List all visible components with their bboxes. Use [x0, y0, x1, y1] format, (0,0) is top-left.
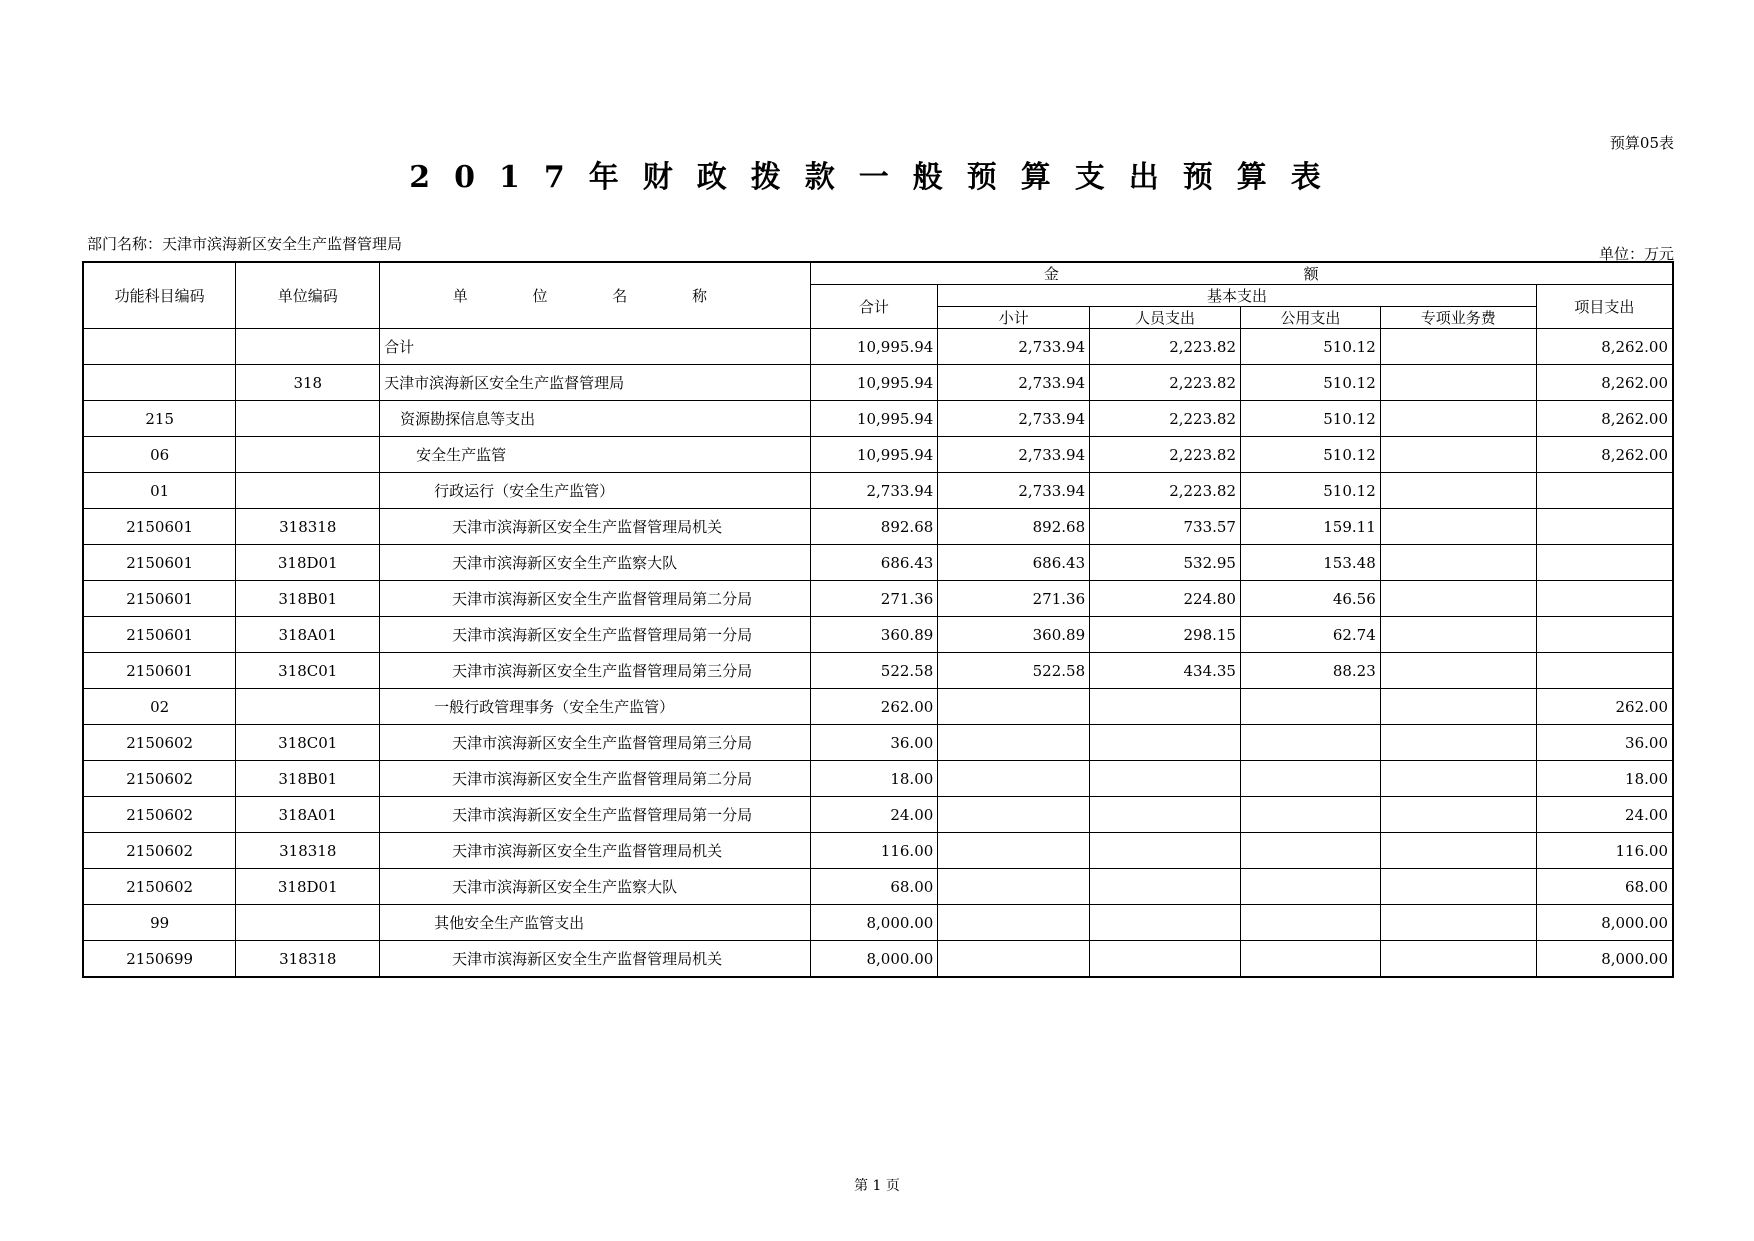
cell-project: 8,262.00 [1536, 401, 1673, 437]
table-row [83, 437, 1673, 473]
cell-subtotal: 2,733.94 [938, 365, 1090, 401]
department-label: 部门名称：天津市滨海新区安全生产监督管理局 [87, 235, 403, 253]
cell-total: 68.00 [810, 869, 938, 905]
cell-unit-name: 天津市滨海新区安全生产监督管理局第三分局 [380, 653, 810, 689]
cell-special [1380, 653, 1536, 689]
cell-project [1536, 473, 1673, 509]
cell-total: 10,995.94 [810, 437, 938, 473]
cell-func-code: 2150601 [83, 581, 236, 617]
cell-project: 36.00 [1536, 725, 1673, 761]
cell-unit-name: 一般行政管理事务（安全生产监管） [380, 689, 810, 725]
cell-unit-code: 318A01 [236, 617, 380, 653]
cell-project: 8,262.00 [1536, 329, 1673, 365]
cell-func-code: 2150601 [83, 509, 236, 545]
cell-func-code: 2150602 [83, 833, 236, 869]
table-row [83, 509, 1673, 545]
header-row-1 [83, 262, 1673, 285]
header-personnel: 人员支出 [1090, 307, 1241, 329]
cell-personnel: 532.95 [1090, 545, 1241, 581]
header-amount: 金 额 [810, 262, 1673, 285]
cell-unit-code [236, 473, 380, 509]
cell-special [1380, 725, 1536, 761]
cell-unit-code: 318318 [236, 941, 380, 978]
cell-total: 116.00 [810, 833, 938, 869]
cell-special [1380, 329, 1536, 365]
cell-total: 262.00 [810, 689, 938, 725]
cell-subtotal: 892.68 [938, 509, 1090, 545]
cell-unit-code [236, 905, 380, 941]
cell-subtotal: 360.89 [938, 617, 1090, 653]
cell-project [1536, 617, 1673, 653]
cell-special [1380, 689, 1536, 725]
cell-total: 360.89 [810, 617, 938, 653]
header-unit-code: 单位编码 [236, 262, 380, 329]
table-row [83, 725, 1673, 761]
cell-func-code: 2150601 [83, 545, 236, 581]
cell-subtotal [938, 797, 1090, 833]
cell-special [1380, 545, 1536, 581]
cell-func-code: 2150601 [83, 617, 236, 653]
cell-public: 510.12 [1240, 329, 1380, 365]
cell-func-code: 06 [83, 437, 236, 473]
cell-public: 88.23 [1240, 653, 1380, 689]
cell-special [1380, 869, 1536, 905]
cell-unit-name: 天津市滨海新区安全生产监督管理局第一分局 [380, 617, 810, 653]
cell-total: 10,995.94 [810, 401, 938, 437]
cell-project: 8,000.00 [1536, 941, 1673, 978]
table-row [83, 833, 1673, 869]
cell-unit-name: 资源勘探信息等支出 [380, 401, 810, 437]
cell-personnel [1090, 869, 1241, 905]
table-body [83, 329, 1673, 978]
unit-label: 单位：万元 [1598, 245, 1674, 263]
cell-special [1380, 797, 1536, 833]
cell-subtotal: 2,733.94 [938, 401, 1090, 437]
form-number: 预算05表 [1609, 134, 1674, 152]
table-row [83, 941, 1673, 978]
table-row [83, 653, 1673, 689]
cell-special [1380, 761, 1536, 797]
cell-personnel [1090, 725, 1241, 761]
cell-unit-name: 天津市滨海新区安全生产监督管理局机关 [380, 833, 810, 869]
cell-subtotal: 522.58 [938, 653, 1090, 689]
cell-func-code [83, 365, 236, 401]
cell-project: 8,000.00 [1536, 905, 1673, 941]
cell-unit-name: 其他安全生产监管支出 [380, 905, 810, 941]
cell-subtotal: 2,733.94 [938, 473, 1090, 509]
table-row [83, 365, 1673, 401]
cell-unit-name: 天津市滨海新区安全生产监督管理局第二分局 [380, 761, 810, 797]
cell-personnel [1090, 689, 1241, 725]
cell-unit-code [236, 329, 380, 365]
cell-public [1240, 797, 1380, 833]
cell-public [1240, 761, 1380, 797]
cell-unit-name: 行政运行（安全生产监管） [380, 473, 810, 509]
cell-public: 510.12 [1240, 365, 1380, 401]
cell-unit-name: 天津市滨海新区安全生产监察大队 [380, 869, 810, 905]
cell-func-code: 2150602 [83, 797, 236, 833]
cell-total: 8,000.00 [810, 905, 938, 941]
cell-func-code: 01 [83, 473, 236, 509]
cell-public: 46.56 [1240, 581, 1380, 617]
cell-unit-code: 318D01 [236, 545, 380, 581]
cell-func-code: 2150601 [83, 653, 236, 689]
cell-public [1240, 689, 1380, 725]
cell-special [1380, 833, 1536, 869]
cell-func-code: 99 [83, 905, 236, 941]
cell-personnel: 434.35 [1090, 653, 1241, 689]
cell-personnel [1090, 797, 1241, 833]
cell-subtotal: 2,733.94 [938, 437, 1090, 473]
cell-special [1380, 941, 1536, 978]
header-subtotal: 小计 [938, 307, 1090, 329]
cell-personnel [1090, 833, 1241, 869]
table-row [83, 905, 1673, 941]
cell-unit-code [236, 437, 380, 473]
cell-public: 510.12 [1240, 473, 1380, 509]
cell-total: 24.00 [810, 797, 938, 833]
page-title: 2017年财政拨款一般预算支出预算表 [409, 160, 1345, 195]
header-basic: 基本支出 [938, 285, 1536, 307]
cell-public [1240, 869, 1380, 905]
cell-total: 10,995.94 [810, 329, 938, 365]
table-row [83, 617, 1673, 653]
table-row [83, 797, 1673, 833]
cell-subtotal: 271.36 [938, 581, 1090, 617]
cell-unit-code: 318C01 [236, 653, 380, 689]
cell-func-code: 02 [83, 689, 236, 725]
cell-project [1536, 653, 1673, 689]
cell-public [1240, 725, 1380, 761]
cell-unit-name: 安全生产监管 [380, 437, 810, 473]
cell-unit-name: 天津市滨海新区安全生产监督管理局机关 [380, 941, 810, 978]
cell-public: 153.48 [1240, 545, 1380, 581]
cell-unit-code: 318 [236, 365, 380, 401]
cell-project: 8,262.00 [1536, 365, 1673, 401]
cell-personnel [1090, 905, 1241, 941]
cell-personnel: 733.57 [1090, 509, 1241, 545]
budget-table [82, 261, 1674, 978]
cell-total: 8,000.00 [810, 941, 938, 978]
cell-public: 159.11 [1240, 509, 1380, 545]
cell-subtotal [938, 833, 1090, 869]
cell-special [1380, 581, 1536, 617]
cell-personnel: 298.15 [1090, 617, 1241, 653]
cell-personnel [1090, 941, 1241, 978]
cell-subtotal [938, 905, 1090, 941]
cell-unit-name: 天津市滨海新区安全生产监察大队 [380, 545, 810, 581]
cell-total: 10,995.94 [810, 365, 938, 401]
cell-public: 510.12 [1240, 401, 1380, 437]
cell-public [1240, 905, 1380, 941]
table-row [83, 473, 1673, 509]
cell-total: 271.36 [810, 581, 938, 617]
cell-func-code [83, 329, 236, 365]
cell-unit-name: 合计 [380, 329, 810, 365]
cell-unit-name: 天津市滨海新区安全生产监督管理局机关 [380, 509, 810, 545]
cell-personnel: 2,223.82 [1090, 401, 1241, 437]
cell-unit-code: 318B01 [236, 761, 380, 797]
table-row [83, 869, 1673, 905]
cell-personnel: 2,223.82 [1090, 437, 1241, 473]
cell-total: 36.00 [810, 725, 938, 761]
table-row [83, 761, 1673, 797]
cell-func-code: 2150602 [83, 761, 236, 797]
header-project: 项目支出 [1536, 285, 1673, 329]
cell-special [1380, 473, 1536, 509]
cell-unit-name: 天津市滨海新区安全生产监督管理局 [380, 365, 810, 401]
cell-special [1380, 401, 1536, 437]
cell-public: 62.74 [1240, 617, 1380, 653]
cell-personnel: 2,223.82 [1090, 329, 1241, 365]
cell-subtotal [938, 761, 1090, 797]
cell-special [1380, 437, 1536, 473]
cell-total: 892.68 [810, 509, 938, 545]
cell-func-code: 2150602 [83, 869, 236, 905]
cell-unit-code [236, 401, 380, 437]
cell-unit-code: 318D01 [236, 869, 380, 905]
cell-total: 18.00 [810, 761, 938, 797]
cell-personnel: 224.80 [1090, 581, 1241, 617]
cell-special [1380, 509, 1536, 545]
cell-func-code: 2150699 [83, 941, 236, 978]
cell-unit-code: 318318 [236, 833, 380, 869]
cell-project [1536, 509, 1673, 545]
cell-personnel: 2,223.82 [1090, 473, 1241, 509]
header-func-code: 功能科目编码 [83, 262, 236, 329]
cell-public [1240, 833, 1380, 869]
cell-personnel: 2,223.82 [1090, 365, 1241, 401]
page-footer: 第 1 页 [854, 1178, 900, 1194]
header-unit-name: 单 位 名 称 [380, 262, 810, 329]
cell-unit-code: 318C01 [236, 725, 380, 761]
cell-unit-code: 318A01 [236, 797, 380, 833]
cell-project: 24.00 [1536, 797, 1673, 833]
cell-total: 522.58 [810, 653, 938, 689]
table-row [83, 401, 1673, 437]
table-row [83, 689, 1673, 725]
cell-special [1380, 617, 1536, 653]
cell-project: 116.00 [1536, 833, 1673, 869]
cell-project [1536, 581, 1673, 617]
cell-project [1536, 545, 1673, 581]
cell-public: 510.12 [1240, 437, 1380, 473]
cell-project: 18.00 [1536, 761, 1673, 797]
table-row [83, 581, 1673, 617]
cell-subtotal: 2,733.94 [938, 329, 1090, 365]
cell-subtotal: 686.43 [938, 545, 1090, 581]
cell-unit-code [236, 689, 380, 725]
cell-unit-name: 天津市滨海新区安全生产监督管理局第三分局 [380, 725, 810, 761]
cell-subtotal [938, 725, 1090, 761]
header-total: 合计 [810, 285, 938, 329]
header-special: 专项业务费 [1380, 307, 1536, 329]
cell-project: 262.00 [1536, 689, 1673, 725]
cell-total: 2,733.94 [810, 473, 938, 509]
cell-project: 8,262.00 [1536, 437, 1673, 473]
cell-subtotal [938, 689, 1090, 725]
cell-special [1380, 365, 1536, 401]
table-row [83, 545, 1673, 581]
cell-unit-code: 318B01 [236, 581, 380, 617]
cell-subtotal [938, 869, 1090, 905]
cell-total: 686.43 [810, 545, 938, 581]
cell-unit-name: 天津市滨海新区安全生产监督管理局第二分局 [380, 581, 810, 617]
cell-subtotal [938, 941, 1090, 978]
cell-unit-code: 318318 [236, 509, 380, 545]
cell-unit-name: 天津市滨海新区安全生产监督管理局第一分局 [380, 797, 810, 833]
cell-public [1240, 941, 1380, 978]
cell-func-code: 2150602 [83, 725, 236, 761]
cell-personnel [1090, 761, 1241, 797]
cell-special [1380, 905, 1536, 941]
table-row [83, 329, 1673, 365]
cell-project: 68.00 [1536, 869, 1673, 905]
header-public: 公用支出 [1240, 307, 1380, 329]
cell-func-code: 215 [83, 401, 236, 437]
